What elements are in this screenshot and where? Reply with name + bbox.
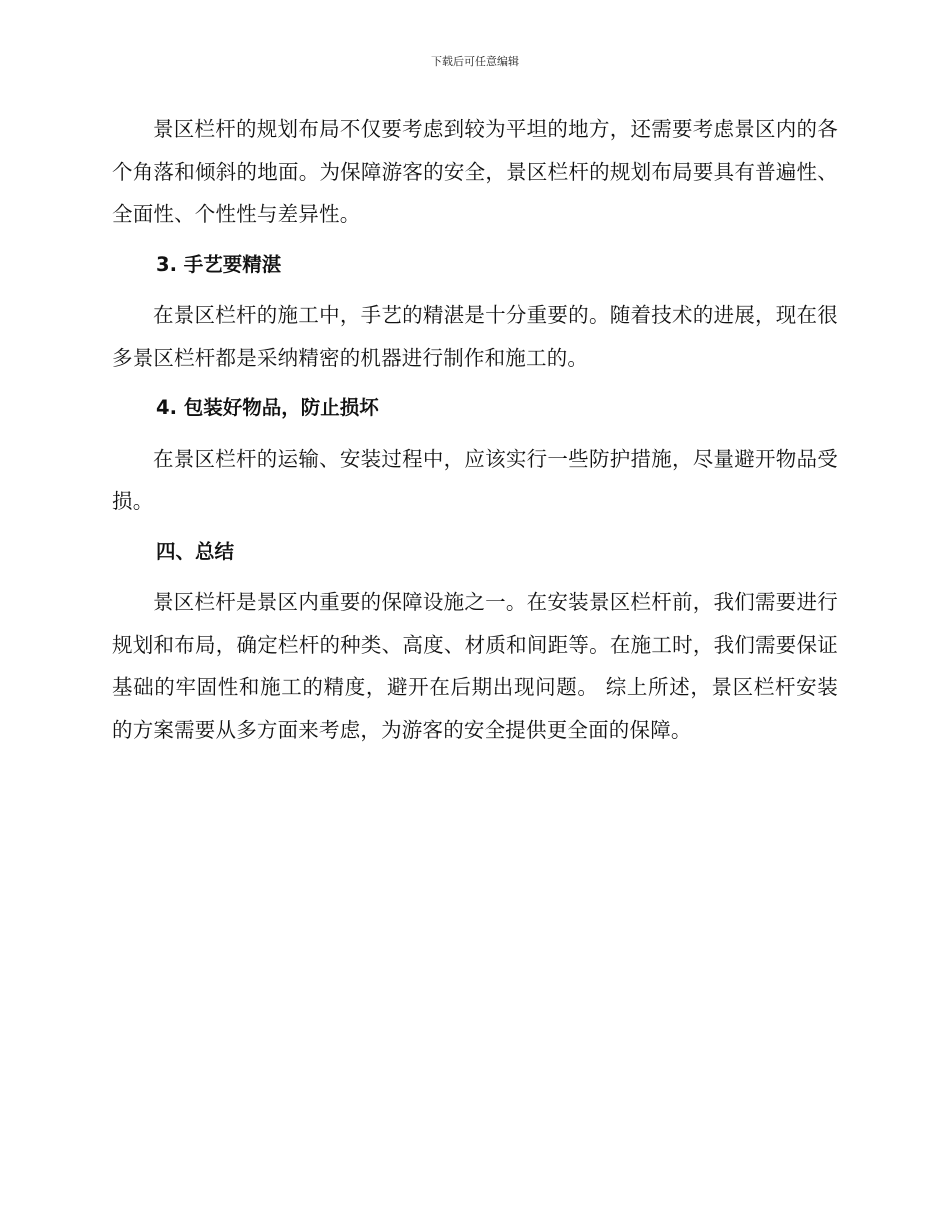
heading-summary: 四、总结 — [156, 539, 235, 563]
spacer — [112, 523, 838, 531]
spacer — [112, 573, 838, 581]
page-header: 下载后可任意编辑 — [431, 55, 519, 68]
paragraph-craftsmanship: 在景区栏杆的施工中，手艺的精湛是十分重要的。随着技术的进展，现在很多景区栏杆都是采纳精密的机器进行制作和施工的。 — [112, 303, 838, 370]
spacer — [112, 286, 838, 294]
paragraph-packaging: 在景区栏杆的运输、安装过程中，应该实行一些防护措施，尽量避开物品受损。 — [112, 446, 838, 513]
spacer — [112, 379, 838, 387]
spacer — [112, 430, 838, 438]
spacer — [112, 236, 838, 244]
heading-craftsmanship: 3. 手艺要精湛 — [156, 252, 282, 276]
heading-packaging: 4. 包装好物品，防止损坏 — [156, 396, 379, 419]
paragraph-summary: 景区栏杆是景区内重要的保障设施之一。在安装景区栏杆前，我们需要进行规划和布局，确定栏杆的种类、高度、材质和间距等。在施工时，我们需要保证基础的牢固性和施工的精度，避开在后期出现问题。 综上所述，景区栏杆安装的方案需要从多方面来考虑，为游客的安全提供更全面的保障。 — [112, 590, 838, 742]
document-body — [112, 108, 838, 751]
paragraph-layout: 景区栏杆的规划布局不仅要考虑到较为平坦的地方，还需要考虑景区内的各个角落和倾斜的地面。为保障游客的安全，景区栏杆的规划布局要具有普遍性、全面性、个性性与差异性。 — [112, 117, 838, 226]
